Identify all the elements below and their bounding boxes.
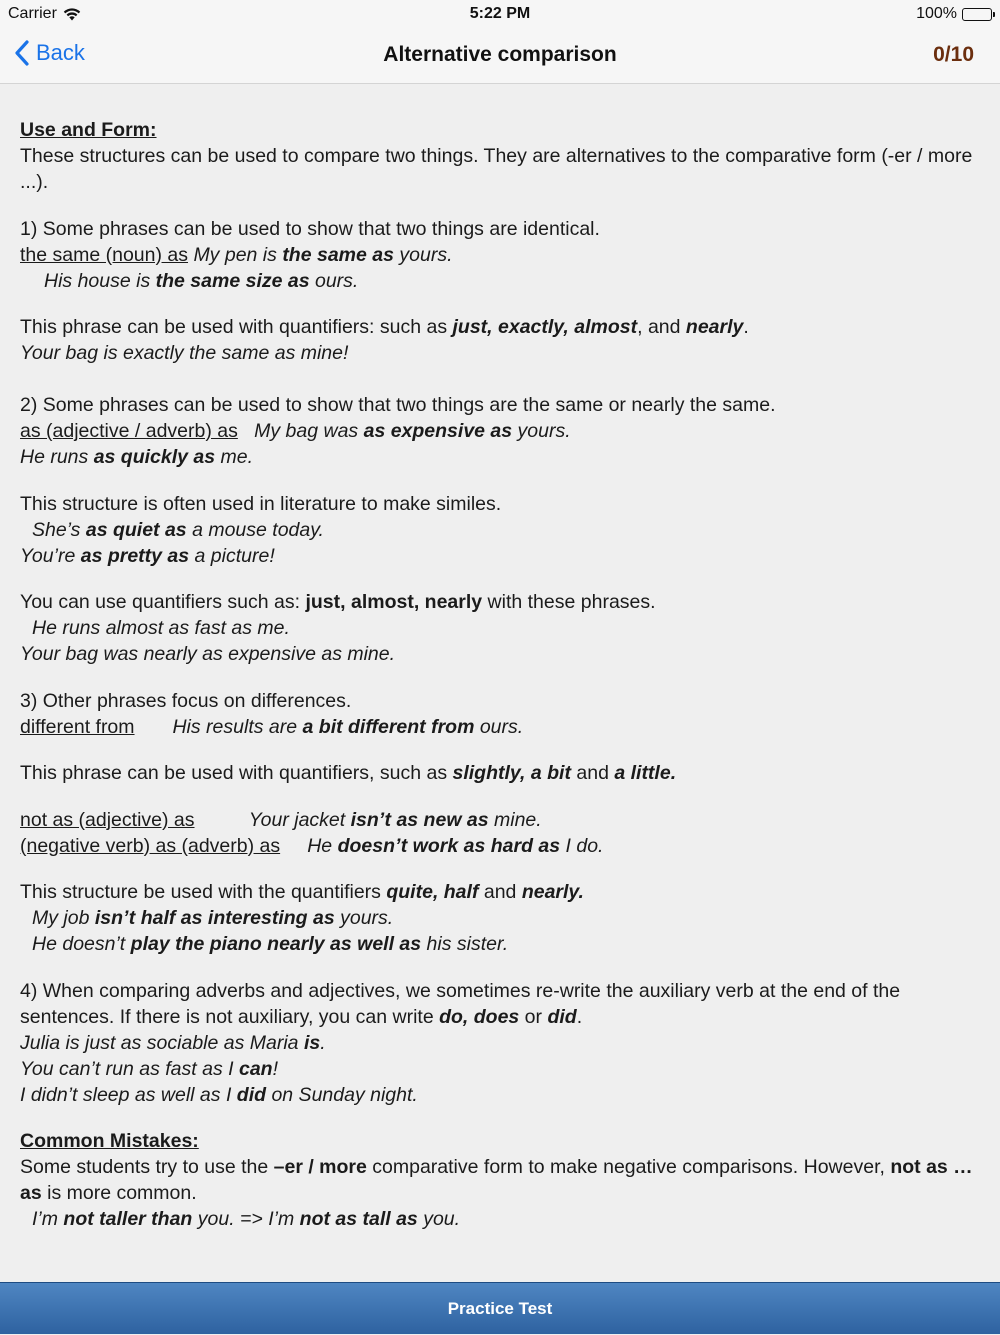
example-sentence: I didn’t sleep as well as I did on Sunday night. bbox=[20, 1083, 418, 1106]
quantifier-note: You can use quantifiers such as: just, almost, nearly with these phrases. He runs almost as fast as me. Your bag was nearly as expensive as mine. bbox=[20, 591, 656, 665]
clock: 5:22 PM bbox=[469, 5, 531, 22]
common-mistakes-section: Common Mistakes: Some students try to use the –er / more comparative form to make negative comparisons. However, not as … as is more common. I’m not taller than you. => I’m not as tall as you. bbox=[20, 1130, 973, 1230]
section-2 bbox=[20, 392, 982, 470]
negative-patterns bbox=[20, 807, 982, 859]
example-sentence: My job isn’t half as interesting as yours. bbox=[32, 907, 394, 929]
example-sentence: His house is the same size as ours. bbox=[44, 269, 359, 292]
back-button[interactable] bbox=[14, 39, 85, 67]
pattern-label: as (adjective / adverb) as bbox=[20, 420, 238, 442]
practice-test-button[interactable]: Practice Test bbox=[0, 1282, 1000, 1334]
section-4: 4) When comparing adverbs and adjectives, we sometimes re-write the auxiliary verb at the end of the sentences. If there is not auxiliary, you can write do, does or did. Julia is just as sociable as Maria is. You can’t run as fast as I can! I didn’t sleep as well as I did on Sunday night. bbox=[20, 979, 901, 1106]
navigation-bar bbox=[0, 28, 1000, 84]
section-intro: 3) Other phrases focus on differences. bbox=[20, 689, 352, 712]
example-sentence: My bag was as expensive as yours. bbox=[254, 420, 571, 442]
example-sentence: He runs almost as fast as me. bbox=[32, 617, 290, 639]
battery-percent: 100% bbox=[916, 5, 957, 22]
carrier-label: Carrier bbox=[8, 5, 57, 22]
quantifier-note: This phrase can be used with quantifiers, such as slightly, a bit and a little. bbox=[20, 762, 677, 784]
example-sentence: He doesn’t work as hard as I do. bbox=[307, 834, 604, 857]
example-sentence: He doesn’t play the piano nearly as well as his sister. bbox=[32, 933, 509, 955]
battery-icon bbox=[962, 8, 992, 21]
section-heading: Use and Form: bbox=[20, 119, 157, 141]
quantifier-note: This phrase can be used with quantifiers: such as just, exactly, almost, and nearly. Your bag is exactly the same as mine! bbox=[20, 316, 749, 364]
section-1 bbox=[20, 216, 982, 294]
section-intro: 1) Some phrases can be used to show that two things are identical. bbox=[20, 217, 600, 240]
example-sentence: She’s as quiet as a mouse today. bbox=[32, 518, 324, 541]
example-sentence: Your bag is exactly the same as mine! bbox=[20, 342, 349, 364]
section-intro: 2) Some phrases can be used to show that two things are the same or nearly the same. bbox=[20, 394, 776, 416]
intro-text: These structures can be used to compare two things. They are alternatives to the comparative form (-er / more ...). bbox=[20, 145, 973, 193]
pattern-label: not as (adjective) as bbox=[20, 808, 195, 831]
use-form-section bbox=[20, 117, 982, 195]
score-counter: 0/10 bbox=[933, 43, 974, 66]
simile-note: This structure is often used in literature to make similes. She’s as quiet as a mouse today. You’re as pretty as a picture! bbox=[20, 492, 502, 567]
example-sentence: Julia is just as sociable as Maria is. bbox=[20, 1031, 326, 1054]
example-sentence: My pen is the same as yours. bbox=[193, 243, 453, 266]
back-label: Back bbox=[36, 40, 85, 65]
lesson-content bbox=[20, 117, 982, 1232]
status-bar bbox=[0, 0, 1000, 28]
section-3 bbox=[20, 688, 982, 740]
pattern-label: different from bbox=[20, 715, 135, 738]
pattern-label: (negative verb) as (adverb) as bbox=[20, 834, 281, 857]
battery-info bbox=[916, 5, 992, 23]
example-sentence: He runs as quickly as me. bbox=[20, 446, 254, 468]
example-sentence: Your jacket isn’t as new as mine. bbox=[248, 808, 542, 831]
example-sentence: I’m not taller than you. => I’m not as tall as you. bbox=[32, 1208, 461, 1230]
pattern-label: the same (noun) as bbox=[20, 243, 189, 266]
example-sentence: You can’t run as fast as I can! bbox=[20, 1057, 278, 1080]
example-sentence: Your bag was nearly as expensive as mine. bbox=[20, 643, 396, 665]
chevron-left-icon bbox=[14, 39, 30, 67]
example-sentence: His results are a bit different from ours. bbox=[172, 715, 524, 738]
section-heading: Common Mistakes: bbox=[20, 1130, 199, 1152]
example-sentence: You’re as pretty as a picture! bbox=[20, 544, 275, 567]
page-title: Alternative comparison bbox=[383, 43, 617, 66]
quantifier-note: This structure be used with the quantifiers quite, half and nearly. My job isn’t half as interesting as yours. He doesn’t play the piano nearly as well as his sister. bbox=[20, 881, 584, 955]
